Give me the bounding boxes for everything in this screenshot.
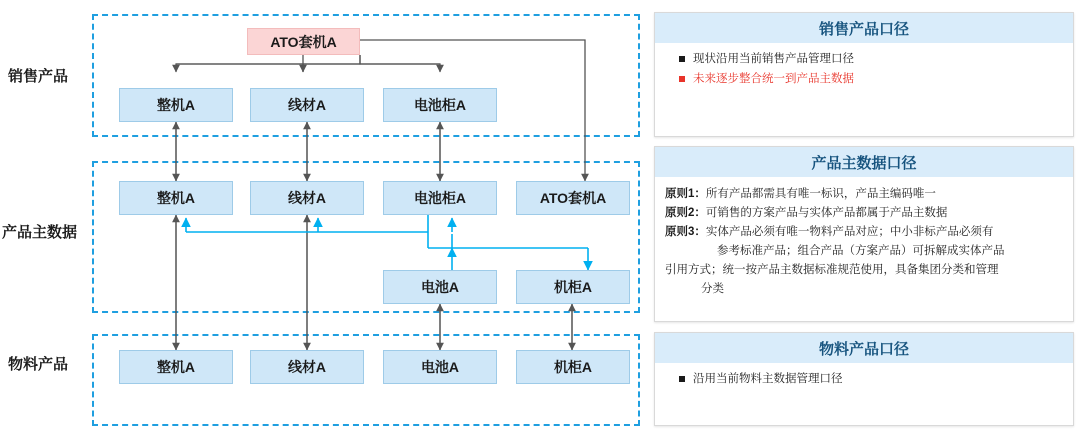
- square-bullet-icon: [679, 56, 685, 62]
- node-master-0[interactable]: 整机A: [119, 181, 233, 215]
- node-material-2[interactable]: 电池A: [383, 350, 497, 384]
- panel-sales: [654, 12, 1074, 137]
- panel-master-line-2-label: 原则3：: [665, 226, 706, 238]
- panel-material-bullet-0: 沿用当前物料主数据管理口径: [665, 371, 1063, 388]
- node-master-1[interactable]: 线材A: [250, 181, 364, 215]
- panel-material-body: [655, 363, 1073, 397]
- row-label-material: 物料产品: [8, 356, 69, 373]
- node-master-2[interactable]: 电池柜A: [383, 181, 497, 215]
- row-label-master: 产品主数据: [2, 224, 78, 241]
- panel-master-body: [655, 177, 1073, 305]
- node-sales-ato[interactable]: ATO套机A: [247, 28, 360, 55]
- row-label-sales: 销售产品: [8, 68, 69, 85]
- panel-master-title: 产品主数据口径: [655, 147, 1073, 177]
- panel-material: [654, 332, 1074, 426]
- node-sales-2[interactable]: 电池柜A: [383, 88, 497, 122]
- node-sales-0[interactable]: 整机A: [119, 88, 233, 122]
- panel-material-title: 物料产品口径: [655, 333, 1073, 363]
- panel-sales-bullet-0: 现状沿用当前销售产品管理口径: [665, 51, 1063, 68]
- panel-sales-body: [655, 43, 1073, 97]
- panel-master-line-1: 原则2：可销售的方案产品与实体产品都属于产品主数据: [665, 207, 948, 219]
- panel-master-line-0: 原则1：所有产品都需具有唯一标识，产品主编码唯一: [665, 188, 936, 200]
- node-material-1[interactable]: 线材A: [250, 350, 364, 384]
- node-material-3[interactable]: 机柜A: [516, 350, 630, 384]
- node-master-sub-0[interactable]: 电池A: [383, 270, 497, 304]
- node-sales-1[interactable]: 线材A: [250, 88, 364, 122]
- node-material-0[interactable]: 整机A: [119, 350, 233, 384]
- panel-master-line-1-label: 原则2：: [665, 207, 706, 219]
- panel-master-line-5: 分类: [701, 283, 724, 295]
- square-bullet-icon: [679, 376, 685, 382]
- node-master-sub-1[interactable]: 机柜A: [516, 270, 630, 304]
- panel-master-line-4: 引用方式；统一按产品主数据标准规范使用，具备集团分类和管理: [665, 264, 999, 276]
- panel-sales-bullet-1: 未来逐步整合统一到产品主数据: [665, 71, 1063, 88]
- panel-master-line-0-label: 原则1：: [665, 188, 706, 200]
- panel-master-line-2: 原则3：实体产品必须有唯一物料产品对应；中小非标产品必须有: [665, 226, 994, 238]
- panel-master-line-3: 参考标准产品；组合产品（方案产品）可拆解成实体产品: [717, 245, 1005, 257]
- panel-sales-title: 销售产品口径: [655, 13, 1073, 43]
- panel-master: [654, 146, 1074, 322]
- node-master-3[interactable]: ATO套机A: [516, 181, 630, 215]
- square-bullet-icon: [679, 76, 685, 82]
